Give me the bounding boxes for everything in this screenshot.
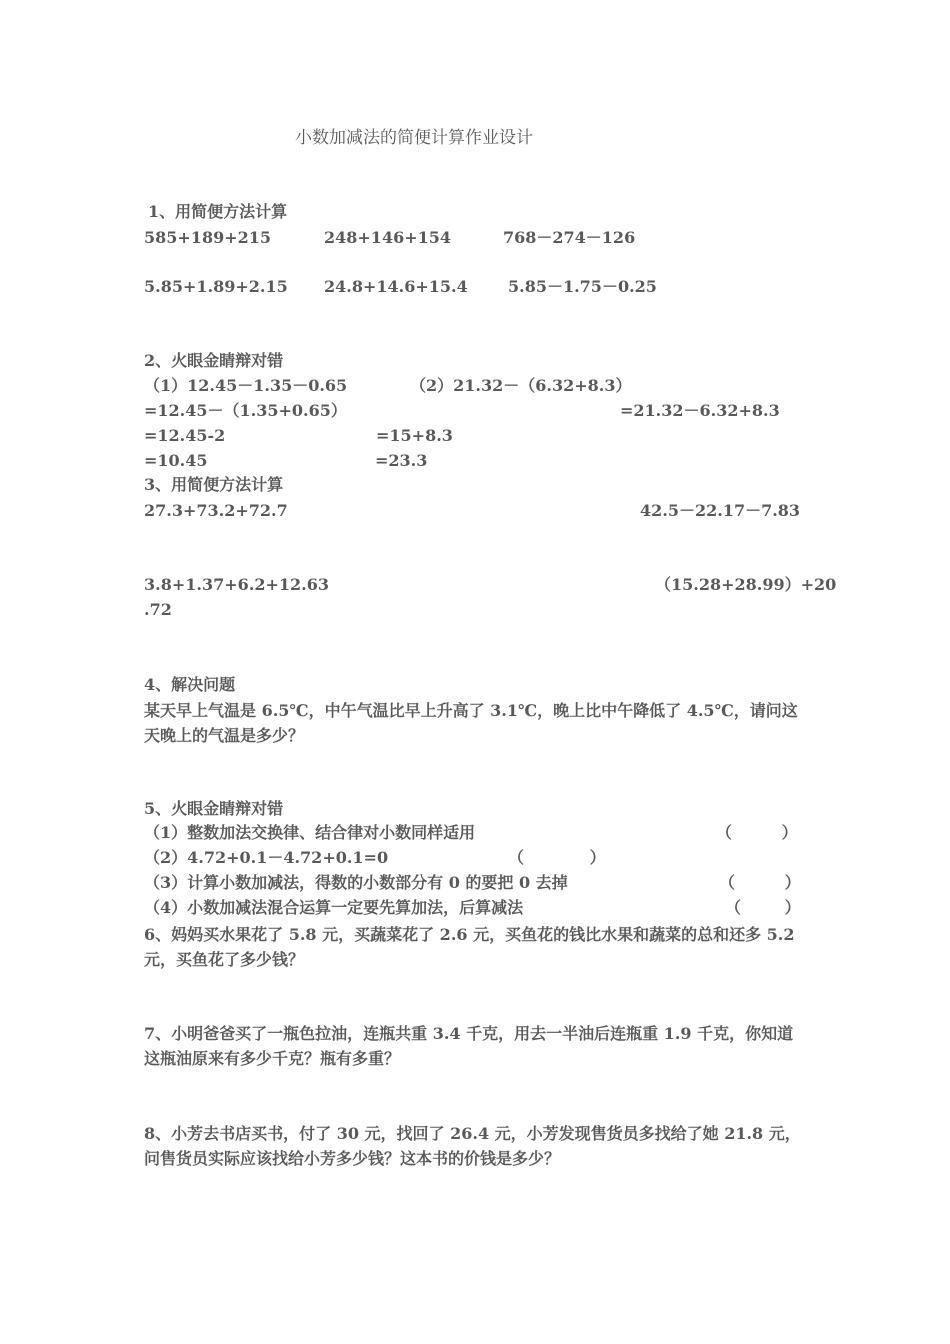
s1-problem-5: 24.8+14.6+15.4	[324, 277, 468, 296]
s5-answer-blank-2: （ ）	[508, 848, 606, 867]
s2-right-line-1: （2）21.32－（6.32+8.3）	[410, 376, 632, 395]
section-4-heading: 4、解决问题	[144, 675, 236, 694]
s5-statement-2: （2）4.72+0.1－4.72+0.1=0	[144, 848, 389, 867]
s5-statement-3: （3）计算小数加减法，得数的小数部分有 0 的要把 0 去掉	[144, 873, 568, 892]
section-2-heading: 2、火眼金睛辩对错	[144, 351, 284, 370]
section-3-heading: 3、用简便方法计算	[144, 475, 284, 494]
s1-problem-4: 5.85+1.89+2.15	[144, 277, 288, 296]
s5-statement-1: （1）整数加法交换律、结合律对小数同样适用	[144, 823, 476, 842]
s8-word-problem: 8、小芳去书店买书，付了 30 元，找回了 26.4 元，小芳发现售货员多找给了她 21.8 元，问售货员实际应该找给小芳多少钱？这本书的价钱是多少？	[144, 1124, 801, 1168]
s3-problem-4: （15.28+28.99）+20	[655, 575, 837, 594]
s1-problem-1: 585+189+215	[144, 228, 272, 247]
s1-problem-6: 5.85－1.75－0.25	[508, 277, 657, 296]
s5-answer-blank-1: （ ）	[716, 823, 798, 842]
s2-right-line-4: =23.3	[375, 451, 428, 470]
s7-word-problem: 7、小明爸爸买了一瓶色拉油，连瓶共重 3.4 千克，用去一半油后连瓶重 1.9 千克，你知道这瓶油原来有多少千克？瓶有多重？	[144, 1024, 794, 1068]
s5-statement-4: （4）小数加减法混合运算一定要先算加法，后算减法	[144, 898, 524, 917]
section-5-heading: 5、火眼金睛辩对错	[144, 799, 284, 818]
section-1-heading: 1、用简便方法计算	[148, 202, 288, 221]
s6-word-problem: 6、妈妈买水果花了 5.8 元，买蔬菜花了 2.6 元，买鱼花的钱比水果和蔬菜的总和还多 5.2 元，买鱼花了多少钱？	[144, 925, 795, 969]
s2-left-line-1: （1）12.45－1.35－0.65	[144, 376, 348, 395]
s2-left-line-4: =10.45	[144, 451, 208, 470]
s4-word-problem: 某天早上气温是 6.5℃，中午气温比早上升高了 3.1℃，晚上比中午降低了 4.5℃，请问这天晚上的气温是多少？	[144, 701, 798, 745]
s5-answer-blank-4: （ ）	[725, 898, 801, 917]
s1-problem-2: 248+146+154	[324, 228, 452, 247]
s2-left-line-2: =12.45－（1.35+0.65）	[144, 401, 347, 420]
s1-problem-3: 768－274－126	[503, 228, 636, 247]
s3-problem-1: 27.3+73.2+72.7	[144, 501, 288, 520]
s3-problem-3: 3.8+1.37+6.2+12.63	[144, 575, 329, 594]
s3-problem-2: 42.5－22.17－7.83	[640, 501, 801, 520]
page-title: 小数加减法的简便计算作业设计	[295, 128, 533, 148]
s3-problem-4-continued: .72	[144, 600, 172, 619]
s5-answer-blank-3: （ ）	[719, 873, 801, 892]
s2-left-line-3: =12.45-2	[144, 426, 226, 445]
s2-right-line-3: =15+8.3	[376, 426, 453, 445]
s2-right-line-2: =21.32－6.32+8.3	[620, 401, 780, 420]
